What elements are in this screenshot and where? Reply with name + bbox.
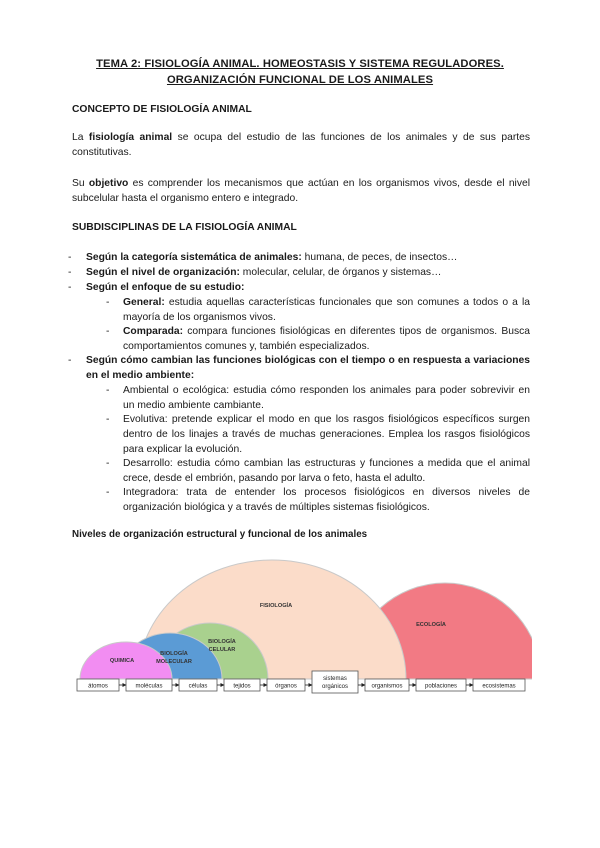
level-poblaciones-label: poblaciones [424,683,458,690]
text-run: se ocupa del estudio de las funciones de los animales y de sus partes constitutivas. [72,132,530,158]
bullet-categoria [86,250,530,265]
bullet-dash: - [68,282,72,293]
text-run: La [72,132,89,143]
figure-title: Niveles de organización estructural y funcional de los animales [72,529,368,540]
paragraph-objetivo [72,176,530,206]
bold-term: Según la categoría sistemática de animales: [86,252,302,263]
level-atomos-label: átomos [88,683,108,690]
sub-bullet-dash: - [106,487,110,498]
level-tejidos-label: tejidos [233,683,251,690]
sub-bullet-integradora: Integradora: trata de entender los procesos fisiológicos en diversos niveles de organización biológica y a través de múltiples sistemas fisiológicos. [123,487,530,513]
level-organos-label: órganos [275,683,297,690]
sub-bullet-evolutiva: Evolutiva: pretende explicar el modo en que los rasgos fisiológicos específicos surgen dentro de los linajes a través de muchas generaciones. Emplea los rasgos fisiológicos para explicar la evolución. [123,414,530,455]
bold-term: General: [123,297,165,308]
level-sistemas-label: sistemas [323,676,347,682]
sub-bullet-dash: - [106,414,110,425]
bold-term: fisiología animal [88,132,173,143]
label-ecologia: ECOLOGÍA [416,622,446,628]
label-biologia-celular-2: CELULAR [208,647,236,653]
heading-concepto: CONCEPTO DE FISIOLOGÍA ANIMAL [72,104,252,115]
level-organismos-label: organismos [371,683,403,690]
text-run: Su [72,178,89,189]
label-quimica: QUIMICA [109,658,135,664]
label-fisiologia: FISIOLOGÍA [259,603,293,609]
text-run: compara funciones fisiológicas en diferentes tipos de organismos. Busca comportamientos comunes y, también especializados. [123,326,530,352]
paragraph-definicion [72,130,530,160]
bold-term: objetivo [88,178,129,189]
sub-bullet-dash: - [106,326,110,337]
level-moleculas [126,679,172,691]
doc-title-line1: TEMA 2: FISIOLOGÍA ANIMAL. HOMEOSTASIS Y SISTEMA REGULADORES. [96,58,504,70]
sub-bullet-ambiental: Ambiental o ecológica: estudia cómo responden los animales para poder sobrevivir en un medio ambiente cambiante. [123,385,530,411]
sub-bullet-general [123,295,530,325]
bold-term: Según cómo cambian las funciones biológicas con el tiempo o en respuesta a variaciones en el medio ambiente: [86,355,530,381]
text-run: molecular, celular, de órganos y sistemas… [239,267,442,278]
bullet-dash: - [68,267,72,278]
text-run: estudia aquellas características funcionales que son comunes a todos o a la mayoría de los organismos vivos. [123,297,530,323]
level-sistemas-label-2: orgánicos [321,684,349,690]
label-biologia-molecular: BIOLOGÍA [160,651,188,657]
doc-title-line2: ORGANIZACIÓN FUNCIONAL DE LOS ANIMALES [166,74,434,86]
sub-bullet-dash: - [106,297,110,308]
text-run: es comprender los mecanismos que actúan en los organismos vivos, desde el nivel subcelular hasta el organismo entero e integrado. [72,178,530,204]
label-biologia-celular: BIOLOGÍA [208,639,236,645]
bullet-dash: - [68,355,72,366]
bullet-dash: - [68,252,72,263]
level-moleculas-label: moléculas [135,683,163,690]
text-run: humana, de peces, de insectos… [301,252,458,263]
bold-term: Según el nivel de organización: [86,267,240,278]
label-biologia-molecular-2: MOLECULAR [156,659,192,665]
level-atomos [77,679,119,691]
level-sistemas [312,671,358,693]
level-organos [267,679,305,691]
level-ecosistemas [473,679,525,691]
bold-term: Según el enfoque de su estudio: [86,282,245,293]
sub-bullet-comparada [123,324,530,354]
sub-bullet-dash: - [106,458,110,469]
bullet-cambio [86,353,530,383]
bold-term: Comparada: [123,326,184,337]
level-ecosistemas-label: ecosistemas [482,683,516,690]
level-tejidos [224,679,260,691]
level-celulas-label: células [188,683,208,690]
bullet-nivel [86,265,530,280]
level-organismos [365,679,409,691]
sub-bullet-dash: - [106,385,110,396]
level-poblaciones [416,679,466,691]
level-celulas [179,679,217,691]
heading-subdisciplinas: SUBDISCIPLINAS DE LA FISIOLOGÍA ANIMAL [72,222,297,233]
sub-bullet-desarrollo: Desarrollo: estudia cómo cambian las estructuras y funciones a medida que el animal crece, desde el embrión, pasando por larva o feto, hasta el adulto. [123,458,530,484]
organization-levels-diagram [70,545,532,700]
bullet-enfoque [86,280,530,295]
